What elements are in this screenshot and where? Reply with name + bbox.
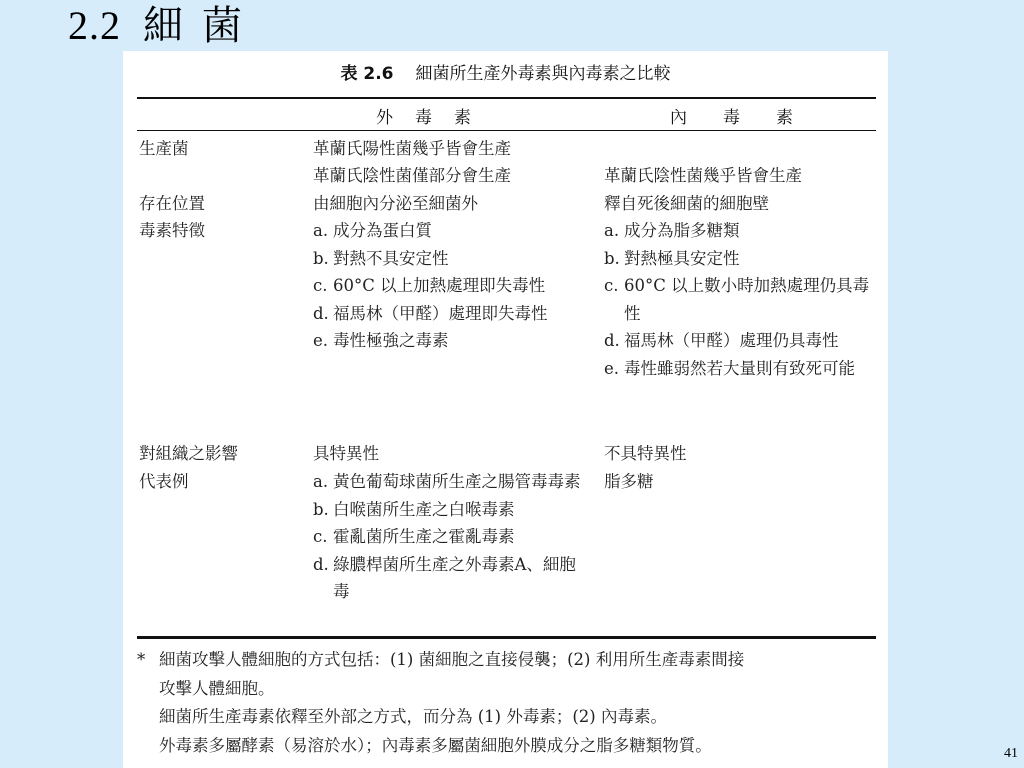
table-top-rule [137,97,876,99]
column-header-endotoxin: 內毒素 [670,108,829,128]
title-char-2: 菌 [202,3,243,48]
row-label-examples: 代表例 [139,472,189,491]
title-char-1: 細 [143,3,184,48]
list-item: e. 毒性雖弱然若大量則有致死可能 [604,358,855,378]
row-label-tissue-effect: 對組織之影響 [139,444,238,463]
list-item: b. 白喉菌所生產之白喉毒素 [313,499,515,519]
list-item: c. 霍亂菌所生產之霍亂毒素 [313,527,515,546]
examples-exo-list [313,468,585,606]
location-exo: 由細胞內分泌至細菌外 [313,194,478,213]
page-number: 41 [1004,746,1018,761]
examples-endo: 脂多糖 [604,472,654,491]
list-item: b. 對熱不具安定性 [313,248,449,268]
footnote-3: 外毒素多屬酵素（易溶於水）；內毒素多屬菌細胞外膜成分之脂多糖類物質。 [159,736,712,755]
list-item: e. 毒性極強之毒素 [313,331,449,350]
table-sheet [123,51,888,768]
footnote-1-continuation: 攻擊人體細胞。 [159,679,275,698]
footnote-1 [137,645,882,703]
table-caption-label: 表 2.6 [340,64,394,84]
list-item: c. 60°C 以上加熱處理即失毒性 [313,276,546,295]
list-item: a. 成分為蛋白質 [313,221,432,240]
tissue-effect-exo: 具特異性 [313,444,379,463]
producer-endo-line-1: 革蘭氏陰性菌幾乎皆會生產 [604,166,802,185]
column-header-exotoxin: 外毒素 [376,108,493,128]
features-exo-list [313,217,585,355]
list-item: d. 綠膿桿菌所生產之外毒素A、細胞毒 [313,554,576,601]
section-number: 2.2 [68,3,121,48]
features-endo-list [604,217,876,382]
list-item: b. 對熱極具安定性 [604,248,740,268]
producer-exo-line-2: 革蘭氏陰性菌僅部分會生產 [313,166,511,185]
list-item: d. 福馬林（甲醛）處理仍具毒性 [604,331,839,350]
list-item: a. 黃色葡萄球菌所生產之腸管毒毒素 [313,472,581,491]
list-item: c. 60°C 以上數小時加熱處理仍具毒性 [604,276,870,323]
footnote-star: * [137,650,146,669]
location-endo: 釋自死後細菌的細胞壁 [604,194,769,213]
footnote-2: 細菌所生產毒素依釋至外部之方式，而分為 (1) 外毒素；(2) 內毒素。 [159,707,667,726]
table-caption-text: 細菌所生產外毒素與內毒素之比較 [415,64,671,84]
table-caption [123,59,888,84]
row-label-features: 毒素特徵 [139,221,205,240]
producer-exo-line-1: 革蘭氏陽性菌幾乎皆會生產 [313,139,511,158]
table-header-rule [137,130,876,131]
footnote-1-text: 細菌攻擊人體細胞的方式包括：(1) 菌細胞之直接侵襲；(2) 利用所生產毒素間接 [159,650,745,669]
row-label-location: 存在位置 [139,194,205,213]
table-bottom-rule [137,636,876,639]
row-label-producer: 生產菌 [139,139,189,158]
tissue-effect-endo: 不具特異性 [604,444,687,463]
slide-title [68,2,243,50]
list-item: d. 福馬林（甲醛）處理即失毒性 [313,303,548,323]
list-item: a. 成分為脂多糖類 [604,221,740,240]
